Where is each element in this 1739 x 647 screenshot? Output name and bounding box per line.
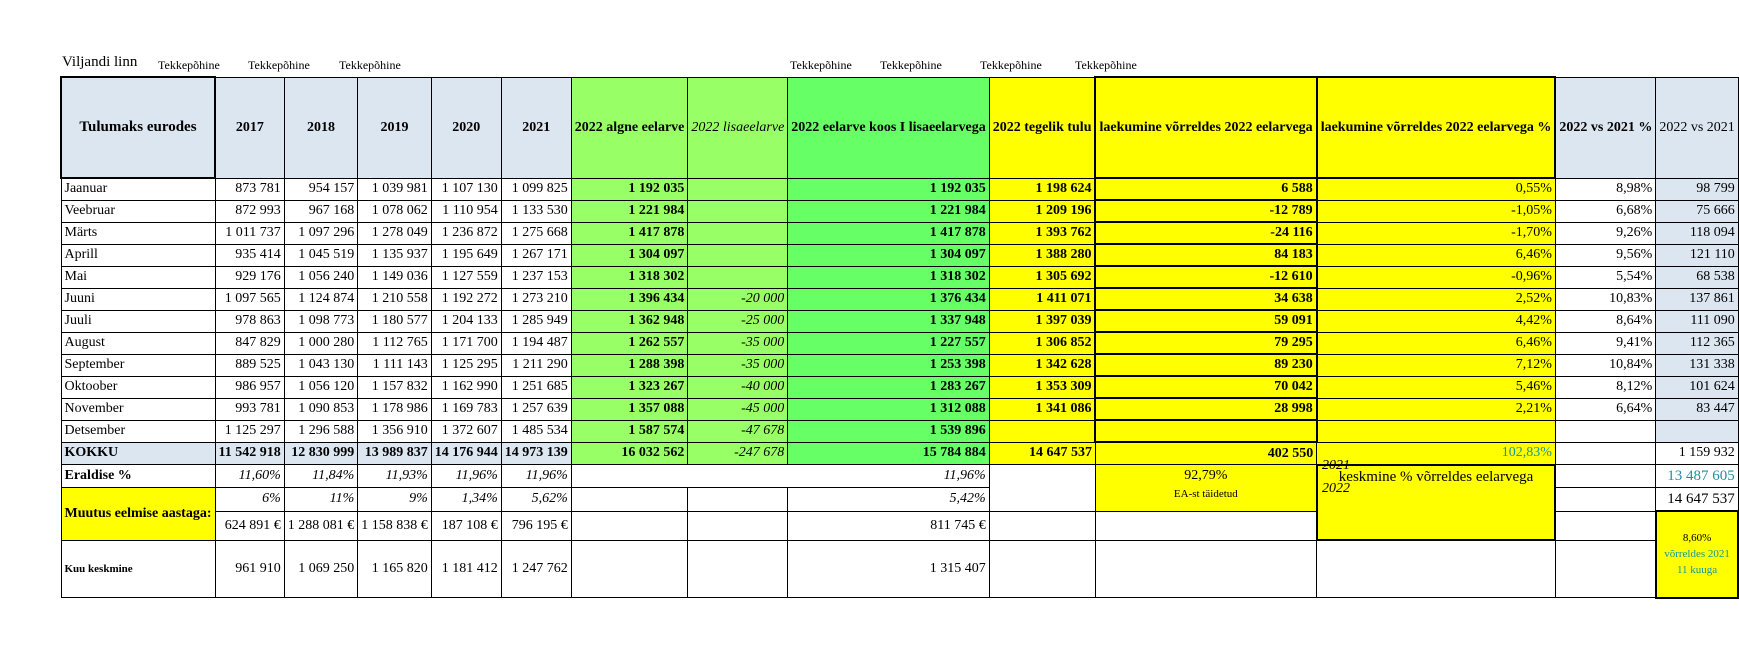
- cell-supplementary: -35 000: [688, 354, 788, 376]
- cell-supplementary: [688, 200, 788, 222]
- cell-diff-pct: 7,12%: [1317, 354, 1556, 376]
- table-row: [61, 332, 1738, 354]
- header-2018: 2018: [284, 77, 358, 178]
- cell-diff-pct: 6,46%: [1317, 332, 1556, 354]
- cell-vs2021: 121 110: [1656, 244, 1738, 266]
- cell-2018: 954 157: [284, 178, 358, 200]
- total-empty: [1555, 442, 1655, 465]
- cell-2018: 1 045 519: [284, 244, 358, 266]
- cell-2018: 1 043 130: [284, 354, 358, 376]
- cell-actual: 1 209 196: [989, 200, 1095, 222]
- accrual-label-2017: Tekkepõhine: [158, 58, 220, 72]
- header-2020: 2020: [431, 77, 501, 178]
- cell-budget-with-supplementary: 1 192 035: [788, 178, 989, 200]
- cell-2020: 1 236 872: [431, 222, 501, 244]
- cell-month: Juuni: [61, 288, 215, 310]
- cell-budget-with-supplementary: 1 227 557: [788, 332, 989, 354]
- cell-diff: -24 116: [1095, 222, 1316, 244]
- cell-budget-with-supplementary: 1 312 088: [788, 398, 989, 420]
- cumulative-2022: 14 647 537: [1656, 488, 1738, 512]
- cell-month: Aprill: [61, 244, 215, 266]
- cell-budget-with-supplementary: 1 417 878: [788, 222, 989, 244]
- eraldise-empty-2: [1555, 465, 1655, 488]
- cell-vs2021-pct: 10,83%: [1555, 288, 1655, 310]
- accrual-label-budget: Tekkepõhine: [790, 58, 852, 72]
- cell-vs2021: 68 538: [1656, 266, 1738, 288]
- cell-2018: 967 168: [284, 200, 358, 222]
- total-row: [61, 442, 1738, 465]
- cell-2019: 1 157 832: [358, 376, 432, 398]
- muutus-empty-7: [688, 488, 788, 512]
- cell-vs2021-pct: 6,68%: [1555, 200, 1655, 222]
- cell-2019: 1 135 937: [358, 244, 432, 266]
- cell-2019: 1 112 765: [358, 332, 432, 354]
- header-2022-actual: 2022 tegelik tulu: [989, 77, 1095, 178]
- cell-2020: 1 204 133: [431, 310, 501, 332]
- cell-2021: 1 485 534: [501, 420, 571, 442]
- muutus-eur-2018: 1 288 081 €: [284, 511, 358, 540]
- cell-supplementary: [688, 244, 788, 266]
- cell-initial-budget: 1 357 088: [571, 398, 688, 420]
- cell-2020: 1 162 990: [431, 376, 501, 398]
- muutus-eur-2022: 811 745 €: [788, 511, 989, 540]
- cell-diff: -12 789: [1095, 200, 1316, 222]
- cell-initial-budget: 1 192 035: [571, 178, 688, 200]
- kuu-2019: 1 165 820: [358, 540, 432, 598]
- cell-2018: 1 097 296: [284, 222, 358, 244]
- side-year-2022: 2022: [1322, 481, 1350, 496]
- cell-diff-pct: -1,05%: [1317, 200, 1556, 222]
- muutus-eur-2019: 1 158 838 €: [358, 511, 432, 540]
- muutus-eur-empty-10: [1095, 511, 1316, 540]
- muutus-pct-2020: 1,34%: [431, 488, 501, 512]
- header-2021: 2021: [501, 77, 571, 178]
- total-2019: 13 989 837: [358, 442, 432, 465]
- cell-supplementary: -40 000: [688, 376, 788, 398]
- cell-vs2021-pct: 9,26%: [1555, 222, 1655, 244]
- cell-actual: 1 198 624: [989, 178, 1095, 200]
- kuu-2018: 1 069 250: [284, 540, 358, 598]
- muutus-pct-2017: 6%: [215, 488, 284, 512]
- kuu-empty-10: [1095, 540, 1316, 598]
- kuu-2021: 1 247 762: [501, 540, 571, 598]
- eraldise-label: Eraldise %: [61, 465, 215, 488]
- header-2022-supplementary: 2022 lisaeelarve: [688, 77, 788, 178]
- cell-diff-pct: -1,70%: [1317, 222, 1556, 244]
- muutus-pct-2018: 11%: [284, 488, 358, 512]
- cell-2019: 1 210 558: [358, 288, 432, 310]
- cell-2018: 1 056 120: [284, 376, 358, 398]
- cell-actual: 1 342 628: [989, 354, 1095, 376]
- budget-fulfilled-cell: [1095, 465, 1316, 512]
- cell-diff-pct: [1317, 420, 1556, 442]
- accrual-label-2019: Tekkepõhine: [339, 58, 401, 72]
- cell-diff: -12 610: [1095, 266, 1316, 288]
- cell-vs2021: 83 447: [1656, 398, 1738, 420]
- cell-2017: 847 829: [215, 332, 284, 354]
- cell-vs2021-pct: 5,54%: [1555, 266, 1655, 288]
- total-initial-budget: 16 032 562: [571, 442, 688, 465]
- cell-supplementary: -35 000: [688, 332, 788, 354]
- cell-diff-pct: 5,46%: [1317, 376, 1556, 398]
- cell-vs2021: 112 365: [1656, 332, 1738, 354]
- table-row: [61, 398, 1738, 420]
- cell-month: September: [61, 354, 215, 376]
- cell-actual: 1 306 852: [989, 332, 1095, 354]
- kuu-2017: 961 910: [215, 540, 284, 598]
- cell-vs2021-pct: 8,12%: [1555, 376, 1655, 398]
- side-year-2021: 2021: [1322, 458, 1350, 473]
- cell-2020: 1 169 783: [431, 398, 501, 420]
- cell-initial-budget: 1 221 984: [571, 200, 688, 222]
- cell-2019: 1 178 986: [358, 398, 432, 420]
- cell-2020: 1 372 607: [431, 420, 501, 442]
- cell-2021: 1 285 949: [501, 310, 571, 332]
- total-label: KOKKU: [61, 442, 215, 465]
- cell-month: November: [61, 398, 215, 420]
- cell-2017: 935 414: [215, 244, 284, 266]
- eraldise-2020: 11,96%: [431, 465, 501, 488]
- cell-budget-with-supplementary: 1 376 434: [788, 288, 989, 310]
- cell-budget-with-supplementary: 1 539 896: [788, 420, 989, 442]
- cell-2017: 986 957: [215, 376, 284, 398]
- cell-month: Veebruar: [61, 200, 215, 222]
- total-diff: 402 550: [1095, 442, 1316, 465]
- muutus-eur-empty-9: [989, 511, 1095, 540]
- cell-diff-pct: 2,21%: [1317, 398, 1556, 420]
- cell-supplementary: [688, 222, 788, 244]
- cell-2020: 1 125 295: [431, 354, 501, 376]
- kuu-empty-11: [1317, 540, 1556, 598]
- table-row: [61, 200, 1738, 222]
- cell-vs2021-pct: 8,64%: [1555, 310, 1655, 332]
- cell-2018: 1 056 240: [284, 266, 358, 288]
- table-row: [61, 420, 1738, 442]
- cell-vs2021: 131 338: [1656, 354, 1738, 376]
- cell-diff-pct: 6,46%: [1317, 244, 1556, 266]
- cell-2017: 889 525: [215, 354, 284, 376]
- table-row: [61, 310, 1738, 332]
- muutus-eur-2020: 187 108 €: [431, 511, 501, 540]
- cell-2018: 1 296 588: [284, 420, 358, 442]
- cell-actual: 1 353 309: [989, 376, 1095, 398]
- cell-vs2021: 137 861: [1656, 288, 1738, 310]
- cell-supplementary: [688, 266, 788, 288]
- cell-actual: 1 397 039: [989, 310, 1095, 332]
- cell-actual: [989, 420, 1095, 442]
- table-row: [61, 266, 1738, 288]
- cell-2017: 978 863: [215, 310, 284, 332]
- cell-vs2021-pct: [1555, 420, 1655, 442]
- kuu-2020: 1 181 412: [431, 540, 501, 598]
- cell-diff: 6 588: [1095, 178, 1316, 200]
- muutus-label: Muutus eelmise aastaga:: [61, 488, 215, 541]
- total-budget-with-supplementary: 15 784 884: [788, 442, 989, 465]
- cell-initial-budget: 1 362 948: [571, 310, 688, 332]
- cell-2021: 1 211 290: [501, 354, 571, 376]
- table-row: [61, 178, 1738, 200]
- cell-2019: 1 149 036: [358, 266, 432, 288]
- cell-2018: 1 124 874: [284, 288, 358, 310]
- total-diff-pct: 102,83%: [1317, 442, 1556, 465]
- eraldise-2021: 11,96%: [501, 465, 571, 488]
- muutus-eur-empty-7: [688, 511, 788, 540]
- cell-2018: 1 000 280: [284, 332, 358, 354]
- cell-2019: 1 078 062: [358, 200, 432, 222]
- cell-2017: 873 781: [215, 178, 284, 200]
- header-2022-vs-2021-pct: 2022 vs 2021 %: [1555, 77, 1655, 178]
- total-2021: 14 973 139: [501, 442, 571, 465]
- header-2022-initial-budget: 2022 algne eelarve: [571, 77, 688, 178]
- cell-2021: 1 194 487: [501, 332, 571, 354]
- cell-2021: 1 251 685: [501, 376, 571, 398]
- cell-month: Mai: [61, 266, 215, 288]
- cell-2019: 1 180 577: [358, 310, 432, 332]
- cell-actual: 1 388 280: [989, 244, 1095, 266]
- header-tulumaks: Tulumaks eurodes: [61, 77, 215, 178]
- muutus-empty-6: [571, 488, 688, 512]
- cell-budget-with-supplementary: 1 283 267: [788, 376, 989, 398]
- eraldise-2022: 11,96%: [571, 465, 989, 488]
- accrual-label-diff-pct: Tekkepõhine: [1075, 58, 1137, 72]
- cell-month: Märts: [61, 222, 215, 244]
- header-2022-vs-2021: 2022 vs 2021: [1656, 77, 1738, 178]
- cell-vs2021: 98 799: [1656, 178, 1738, 200]
- cell-2019: 1 039 981: [358, 178, 432, 200]
- muutus-pct-2021: 5,62%: [501, 488, 571, 512]
- cell-initial-budget: 1 262 557: [571, 332, 688, 354]
- cell-vs2021-pct: 8,98%: [1555, 178, 1655, 200]
- cell-vs2021: 118 094: [1656, 222, 1738, 244]
- cell-diff: 89 230: [1095, 354, 1316, 376]
- total-2022-vs-2021: 1 159 932: [1656, 442, 1738, 465]
- growth-note-text: võrreldes 2021 11 kuuga: [1664, 548, 1730, 577]
- cell-month: Juuli: [61, 310, 215, 332]
- muutus-empty-12: [1555, 488, 1655, 512]
- cell-diff-pct: -0,96%: [1317, 266, 1556, 288]
- muutus-eur-empty-12: [1555, 511, 1655, 540]
- cell-initial-budget: 1 417 878: [571, 222, 688, 244]
- cell-month: Oktoober: [61, 376, 215, 398]
- eraldise-2018: 11,84%: [284, 465, 358, 488]
- cell-supplementary: -20 000: [688, 288, 788, 310]
- cell-2021: 1 275 668: [501, 222, 571, 244]
- cell-budget-with-supplementary: 1 337 948: [788, 310, 989, 332]
- cell-vs2021: [1656, 420, 1738, 442]
- budget-fulfilled-pct: 92,79%: [1184, 468, 1228, 483]
- muutus-eur-2021: 796 195 €: [501, 511, 571, 540]
- kuu-empty-9: [989, 540, 1095, 598]
- cell-initial-budget: 1 396 434: [571, 288, 688, 310]
- kuu-2022: 1 315 407: [788, 540, 989, 598]
- cell-diff: 79 295: [1095, 332, 1316, 354]
- cell-2020: 1 171 700: [431, 332, 501, 354]
- cell-2017: 929 176: [215, 266, 284, 288]
- cell-2020: 1 110 954: [431, 200, 501, 222]
- cell-initial-budget: 1 304 097: [571, 244, 688, 266]
- cell-diff-pct: 0,55%: [1317, 178, 1556, 200]
- cell-diff: 84 183: [1095, 244, 1316, 266]
- table-row: [61, 222, 1738, 244]
- cell-vs2021: 111 090: [1656, 310, 1738, 332]
- cell-2021: 1 267 171: [501, 244, 571, 266]
- cell-diff-pct: 4,42%: [1317, 310, 1556, 332]
- cell-2020: 1 192 272: [431, 288, 501, 310]
- cell-actual: 1 305 692: [989, 266, 1095, 288]
- cell-vs2021-pct: 9,56%: [1555, 244, 1655, 266]
- cell-initial-budget: 1 318 302: [571, 266, 688, 288]
- cell-2021: 1 099 825: [501, 178, 571, 200]
- header-2022-budget-with-supplementary: 2022 eelarve koos I lisaeelarvega: [788, 77, 989, 178]
- cell-month: Jaanuar: [61, 178, 215, 200]
- cell-supplementary: -47 678: [688, 420, 788, 442]
- cell-supplementary: [688, 178, 788, 200]
- cell-budget-with-supplementary: 1 304 097: [788, 244, 989, 266]
- cell-initial-budget: 1 587 574: [571, 420, 688, 442]
- cell-2021: 1 257 639: [501, 398, 571, 420]
- cell-2019: 1 278 049: [358, 222, 432, 244]
- cell-budget-with-supplementary: 1 318 302: [788, 266, 989, 288]
- total-supplementary: -247 678: [688, 442, 788, 465]
- city-title: Viljandi linn: [62, 54, 138, 70]
- growth-note-pct: 8,60%: [1682, 532, 1712, 545]
- cell-vs2021: 75 666: [1656, 200, 1738, 222]
- cell-vs2021-pct: 9,41%: [1555, 332, 1655, 354]
- cell-diff: 34 638: [1095, 288, 1316, 310]
- total-actual: 14 647 537: [989, 442, 1095, 465]
- accrual-label-diff: Tekkepõhine: [980, 58, 1042, 72]
- cell-diff: [1095, 420, 1316, 442]
- cell-2017: 1 011 737: [215, 222, 284, 244]
- eraldise-empty: [989, 465, 1095, 488]
- cell-2021: 1 273 210: [501, 288, 571, 310]
- cell-initial-budget: 1 323 267: [571, 376, 688, 398]
- table-row: [61, 376, 1738, 398]
- cell-month: Detsember: [61, 420, 215, 442]
- header-2017: 2017: [215, 77, 284, 178]
- cell-2019: 1 356 910: [358, 420, 432, 442]
- cell-actual: 1 341 086: [989, 398, 1095, 420]
- cell-vs2021-pct: 6,64%: [1555, 398, 1655, 420]
- cell-budget-with-supplementary: 1 253 398: [788, 354, 989, 376]
- muutus-eur-2017: 624 891 €: [215, 511, 284, 540]
- table-row: [61, 288, 1738, 310]
- eraldise-2019: 11,93%: [358, 465, 432, 488]
- cell-2021: 1 133 530: [501, 200, 571, 222]
- total-2020: 14 176 944: [431, 442, 501, 465]
- table-row: [61, 354, 1738, 376]
- cell-actual: 1 393 762: [989, 222, 1095, 244]
- average-pct-note: keskmine % võrreldes eelarvega: [1317, 465, 1556, 541]
- eraldise-2017: 11,60%: [215, 465, 284, 488]
- cell-diff: 59 091: [1095, 310, 1316, 332]
- cell-actual: 1 411 071: [989, 288, 1095, 310]
- total-2017: 11 542 918: [215, 442, 284, 465]
- cell-vs2021-pct: 10,84%: [1555, 354, 1655, 376]
- cell-budget-with-supplementary: 1 221 984: [788, 200, 989, 222]
- cell-2020: 1 107 130: [431, 178, 501, 200]
- months-body: [61, 178, 1738, 442]
- kuu-label: Kuu keskmine: [61, 540, 215, 598]
- header-diff-vs-budget: laekumine võrreldes 2022 eelarvega: [1095, 77, 1316, 178]
- budget-fulfilled-text: EA-st täidetud: [1173, 488, 1238, 500]
- cell-supplementary: -45 000: [688, 398, 788, 420]
- cell-2018: 1 090 853: [284, 398, 358, 420]
- cell-diff: 28 998: [1095, 398, 1316, 420]
- cell-month: August: [61, 332, 215, 354]
- cell-2017: 1 097 565: [215, 288, 284, 310]
- accrual-label-2018: Tekkepõhine: [248, 58, 310, 72]
- cell-supplementary: -25 000: [688, 310, 788, 332]
- cell-vs2021: 101 624: [1656, 376, 1738, 398]
- cell-2020: 1 127 559: [431, 266, 501, 288]
- kuu-empty-12: [1555, 540, 1655, 598]
- cell-initial-budget: 1 288 398: [571, 354, 688, 376]
- muutus-pct-2019: 9%: [358, 488, 432, 512]
- kuu-empty-6: [571, 540, 688, 598]
- cell-2017: 993 781: [215, 398, 284, 420]
- cell-2021: 1 237 153: [501, 266, 571, 288]
- kuu-empty-7: [688, 540, 788, 598]
- cell-2019: 1 111 143: [358, 354, 432, 376]
- muutus-empty-9: [989, 488, 1095, 512]
- cell-2018: 1 098 773: [284, 310, 358, 332]
- header-2019: 2019: [358, 77, 432, 178]
- muutus-pct-2022: 5,42%: [788, 488, 989, 512]
- growth-note: [1656, 511, 1738, 598]
- total-2018: 12 830 999: [284, 442, 358, 465]
- cell-2017: 1 125 297: [215, 420, 284, 442]
- header-diff-vs-budget-pct: laekumine võrreldes 2022 eelarvega %: [1317, 77, 1556, 178]
- accrual-label-actual: Tekkepõhine: [880, 58, 942, 72]
- cell-2017: 872 993: [215, 200, 284, 222]
- muutus-eur-empty-6: [571, 511, 688, 540]
- table-row: [61, 244, 1738, 266]
- cell-2020: 1 195 649: [431, 244, 501, 266]
- cell-diff: 70 042: [1095, 376, 1316, 398]
- cumulative-2021: 13 487 605: [1656, 465, 1738, 488]
- income-tax-table: [60, 76, 1739, 599]
- cell-diff-pct: 2,52%: [1317, 288, 1556, 310]
